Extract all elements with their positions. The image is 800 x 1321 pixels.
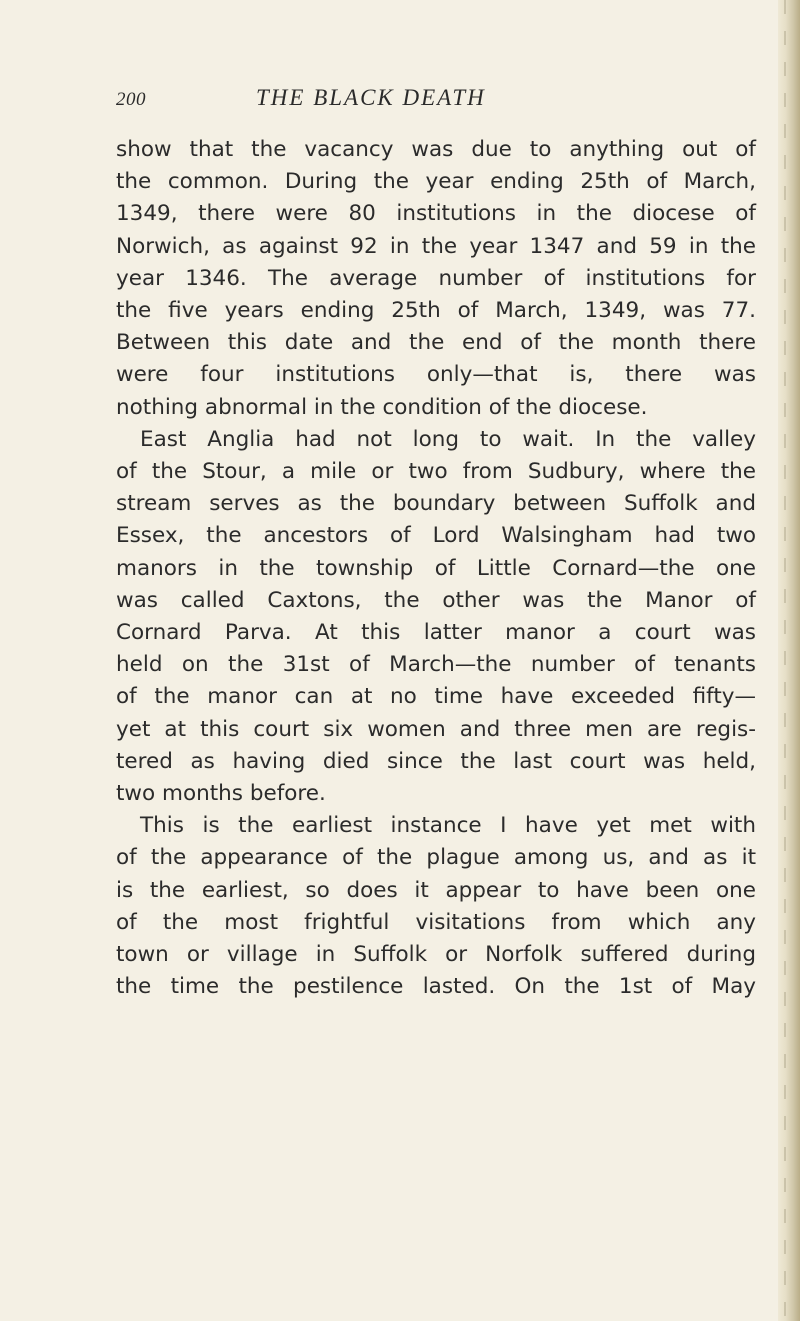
page-edge-shadow [778, 0, 800, 1321]
page-header [116, 85, 726, 119]
text-line: Cornard Parva. At this latter manor a court was [116, 620, 756, 646]
paragraph-1 [116, 134, 756, 424]
text-line: town or village in Suffolk or Norfolk suffered during [116, 942, 756, 968]
text-line: the time the pestilence lasted. On the 1st of May [116, 974, 756, 1000]
text-line: show that the vacancy was due to anything out of [116, 137, 756, 162]
paragraph-3 [116, 810, 756, 1003]
text-line: Norwich, as against 92 in the year 1347 and 59 in the [116, 233, 756, 259]
text-line: two months before. [116, 781, 326, 807]
text-line: held on the 31st of March—the number of tenants [116, 652, 756, 678]
text-line: of the manor can at no time have exceeded fifty— [116, 684, 756, 710]
text-line: the common. During the year ending 25th of March, [116, 169, 756, 195]
text-line: manors in the township of Little Cornard—the one [116, 555, 756, 581]
text-line: tered as having died since the last court was held, [116, 748, 756, 774]
text-line: year 1346. The average number of institutions for [116, 265, 756, 291]
text-line: East Anglia had not long to wait. In the valley [140, 426, 756, 452]
running-head: THE BLACK DEATH [256, 85, 486, 110]
text-line: was called Caxtons, the other was the Manor of [116, 587, 756, 613]
text-line: yet at this court six women and three men are regis- [116, 716, 756, 742]
text-line: Between this date and the end of the month there [116, 330, 756, 356]
text-line: were four institutions only—that is, there was [116, 362, 756, 388]
page-number: 200 [116, 89, 146, 110]
text-line: the five years ending 25th of March, 1349, was 77. [116, 298, 756, 324]
text-line: This is the earliest instance I have yet met with [140, 813, 756, 839]
text-line: of the Stour, a mile or two from Sudbury, where the [116, 459, 756, 485]
text-line: nothing abnormal in the condition of the diocese. [116, 394, 648, 420]
text-line: Essex, the ancestors of Lord Walsingham had two [116, 523, 756, 549]
text-line: 1349, there were 80 institutions in the diocese of [116, 201, 756, 227]
text-line: of the most frightful visitations from which any [116, 909, 756, 935]
text-line: is the earliest, so does it appear to have been one [116, 877, 756, 903]
text-line: stream serves as the boundary between Suffolk and [116, 491, 756, 517]
paragraph-2 [116, 424, 756, 810]
body-text [116, 134, 756, 1003]
text-line: of the appearance of the plague among us, and as it [116, 845, 756, 871]
